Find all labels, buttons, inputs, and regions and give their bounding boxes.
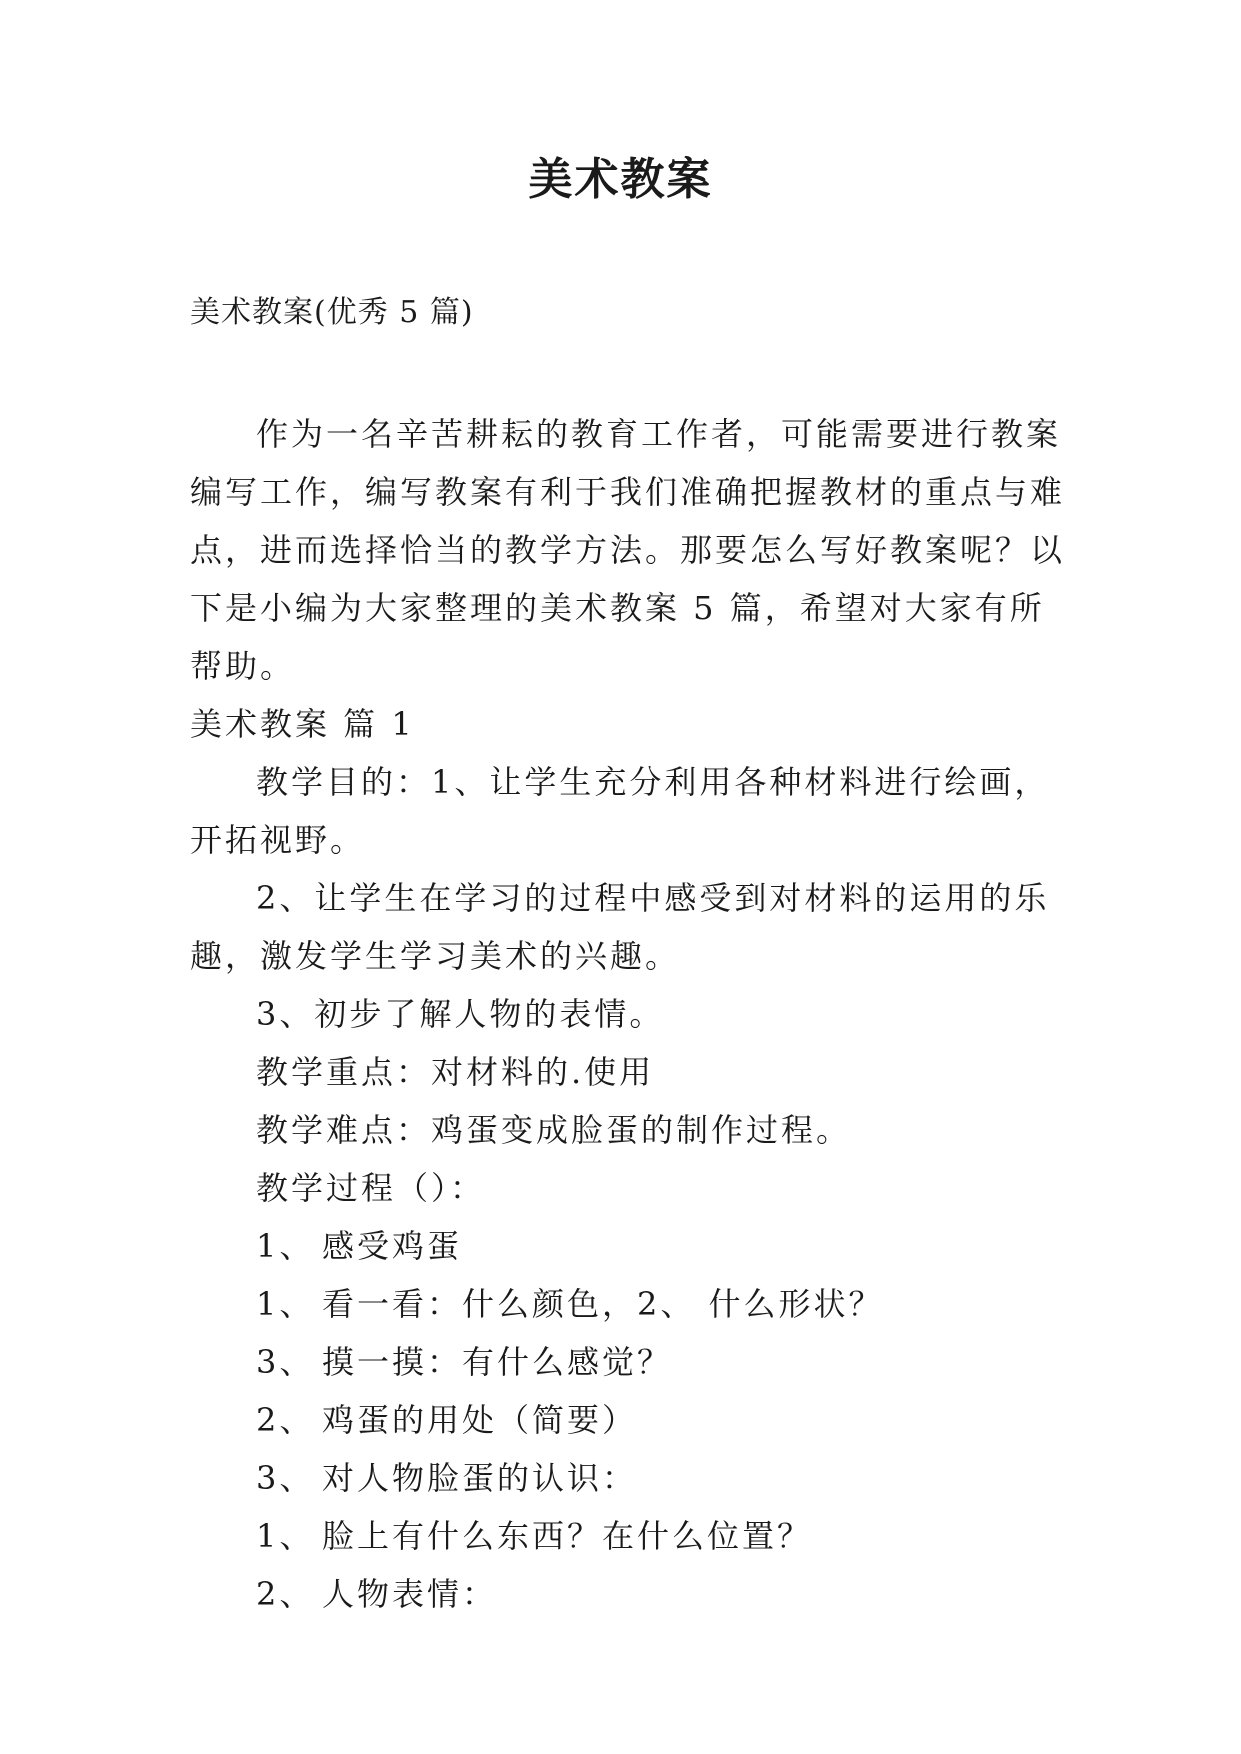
list-item-text: 鸡蛋的用处（简要）	[322, 1401, 638, 1439]
list-item	[190, 1275, 1070, 1333]
list-item-number: 1、	[256, 1285, 315, 1323]
list-item-text: 脸上有什么东西？在什么位置？	[322, 1517, 813, 1555]
list-item	[190, 1507, 1070, 1565]
list-item-number: 2、	[256, 1575, 315, 1613]
teaching-goal-2: 2、让学生在学习的过程中感受到对材料的运用的乐趣，激发学生学习美术的兴趣。	[190, 879, 1050, 975]
list-item-number: 2、	[256, 1401, 315, 1439]
list-item	[190, 1449, 1070, 1507]
document-body	[190, 405, 1070, 1623]
list-item-number: 3、	[256, 1343, 315, 1381]
teaching-goal-1: 教学目的：1、让学生充分利用各种材料进行绘画，开拓视野。	[190, 763, 1050, 859]
list-item-text: 感受鸡蛋	[322, 1227, 463, 1265]
intro-paragraph: 作为一名辛苦耕耘的教育工作者，可能需要进行教案编写工作，编写教案有利于我们准确把握教材的重点与难点，进而选择恰当的教学方法。那要怎么写好教案呢？以下是小编为大家整理的美术教案 5 篇，希望对大家有所帮助。	[190, 415, 1066, 685]
teaching-key-point: 教学重点：对材料的.使用	[256, 1053, 655, 1091]
list-item-text: 人物表情：	[322, 1575, 498, 1613]
section-heading: 美术教案 篇 1	[190, 705, 415, 743]
teaching-goal-3: 3、初步了解人物的表情。	[256, 995, 665, 1033]
list-item-number: 1、	[256, 1227, 315, 1265]
list-item-text: 对人物脸蛋的认识：	[322, 1459, 638, 1497]
list-item	[190, 1391, 1070, 1449]
list-item	[190, 1333, 1070, 1391]
list-item	[190, 1217, 1070, 1275]
document-subtitle: 美术教案(优秀 5 篇)	[190, 295, 474, 330]
teaching-difficulty: 教学难点：鸡蛋变成脸蛋的制作过程。	[256, 1111, 852, 1149]
list-item-text: 摸一摸：有什么感觉？	[322, 1343, 673, 1381]
list-item-text: 看一看：什么颜色，2、 什么形状？	[322, 1285, 884, 1323]
teaching-process-heading: 教学过程（）：	[256, 1169, 486, 1207]
list-item-number: 3、	[256, 1459, 315, 1497]
list-item-number: 1、	[256, 1517, 315, 1555]
list-item	[190, 1565, 1070, 1623]
document-title: 美术教案	[528, 154, 713, 205]
